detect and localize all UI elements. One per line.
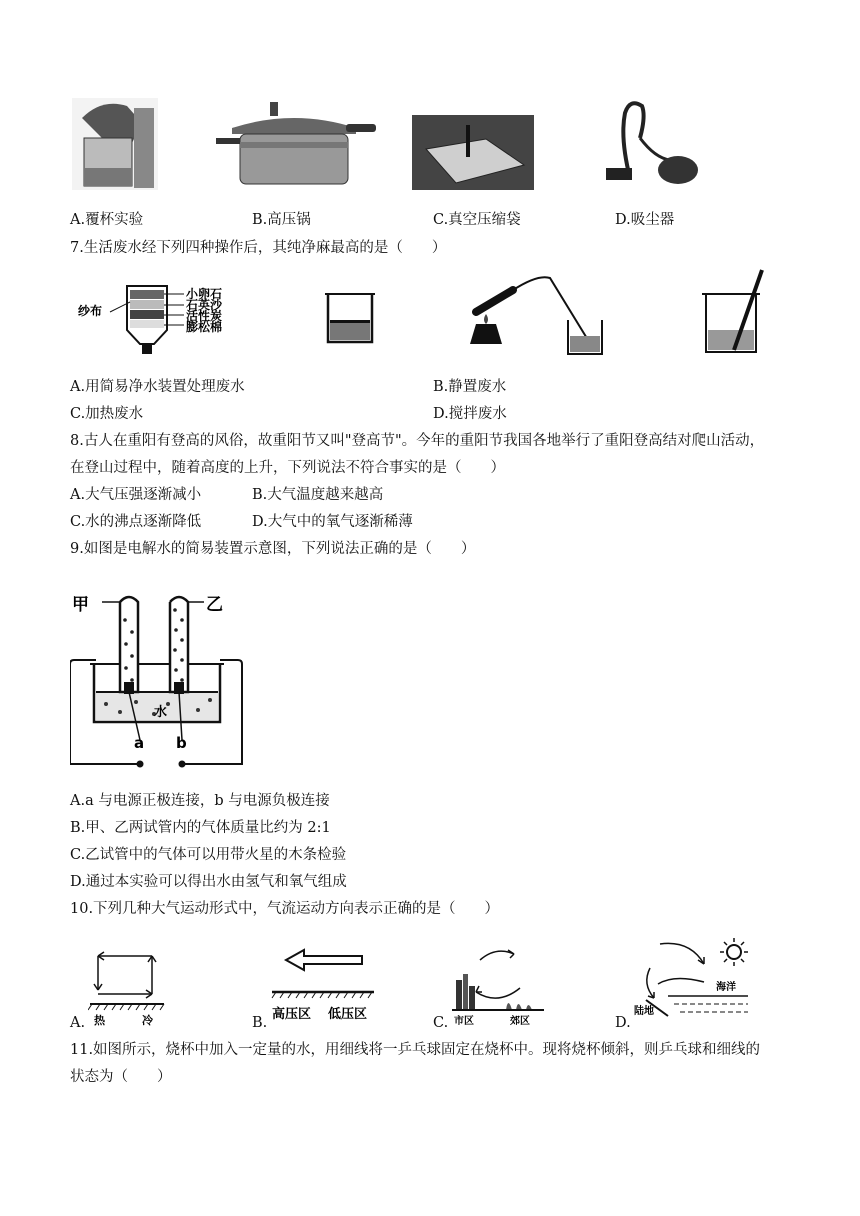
cup-experiment-photo [72,98,158,190]
q7-stem: 7.生活废水经下列四种操作后，其纯净麻最高的是（ ） [70,240,447,256]
q8-option-d: D.大气中的氧气逐渐稀薄 [252,514,413,530]
filter-label-cloth: 纱布 [78,304,103,318]
simple-water-filter-figure [72,278,242,360]
q11-stem-line1: 11.如图所示，烧杯中加入一定量的水，用细线将一乒乓球固定在烧杯中。现将烧杯倾斜，则乒乓球和细线的 [70,1042,761,1058]
q10-option-d-figure [628,934,754,1026]
filter-label-cotton: 膨松棉 [186,320,223,334]
heating-distillation-figure [468,270,608,358]
q10-option-c-letter: C. [433,1015,449,1031]
q8-stem-line1: 8.古人在重阳有登高的风俗，故重阳节又叫"登高节"。今年的重阳节我国各地举行了重阳登高结对爬山活动， [70,433,765,449]
water-electrolysis-figure [70,580,245,770]
settling-beaker-figure [325,290,375,346]
filter-label-carbon: 活性炭 [186,309,223,323]
q10a-label-cold: 冷 [142,1014,153,1027]
q10b-label-high: 高压区 [272,1007,312,1022]
q7-option-c: C.加热废水 [70,406,144,422]
q9-option-c: C.乙试管中的气体可以用带火星的木条检验 [70,847,347,863]
vacuum-cleaner-photo [600,98,700,190]
stirring-beaker-figure [700,268,770,356]
q10-option-d-letter: D. [615,1015,631,1031]
q10-stem: 10.下列几种大气运动形式中，气流运动方向表示正确的是（ ） [70,901,500,917]
q10c-label-city: 市区 [454,1016,474,1027]
q10d-label-sea: 海洋 [716,982,736,993]
q6-option-b: B.高压锅 [252,212,311,228]
q7-option-b: B.静置废水 [433,379,507,395]
q7-option-d: D.搅拌废水 [433,406,507,422]
q10-option-b-letter: B. [252,1015,268,1031]
q11-stem-line2: 状态为（ ） [70,1069,172,1085]
tube-label-yi: 乙 [206,595,223,615]
q9-option-a: A.a 与电源正极连接，b 与电源负极连接 [70,793,330,809]
q8-option-a: A.大气压强逐渐减小 [70,487,202,503]
filter-label-pebble: 小卵石 [186,287,223,301]
q10-option-c-figure [450,940,546,1028]
tube-label-jia: 甲 [72,595,89,615]
electrode-label-a: a [134,734,145,752]
q8-stem-line2: 在登山过程中，随着高度的上升，下列说法不符合事实的是（ ） [70,460,505,476]
q10b-label-low: 低压区 [328,1007,368,1022]
q10d-label-land: 陆地 [634,1006,654,1017]
q8-option-b: B.大气温度越来越高 [252,487,384,503]
q10-option-a-letter: A. [70,1015,86,1031]
q6-option-a: A.覆杯实验 [70,212,144,228]
q9-stem: 9.如图是电解水的简易装置示意图，下列说法正确的是（ ） [70,541,476,557]
electrode-label-b: b [176,734,187,752]
q9-option-b: B.甲、乙两试管内的气体质量比约为 2:1 [70,820,331,836]
q6-option-c: C.真空压缩袋 [433,212,521,228]
pressure-cooker-photo [214,98,376,190]
vacuum-bag-photo [412,115,534,190]
q8-option-c: C.水的沸点逐渐降低 [70,514,202,530]
filter-label-sand: 石英沙 [186,298,223,312]
q7-option-a: A.用简易净水装置处理废水 [70,379,245,395]
q10c-label-suburb: 郊区 [510,1016,530,1027]
q10-option-b-figure [268,946,378,1028]
q9-option-d: D.通过本实验可以得出水由氢气和氧气组成 [70,874,347,890]
q10a-label-hot: 热 [94,1014,105,1027]
water-label: 水 [154,705,168,720]
q10-option-a-figure [88,946,168,1028]
q6-option-d: D.吸尘器 [615,212,675,228]
